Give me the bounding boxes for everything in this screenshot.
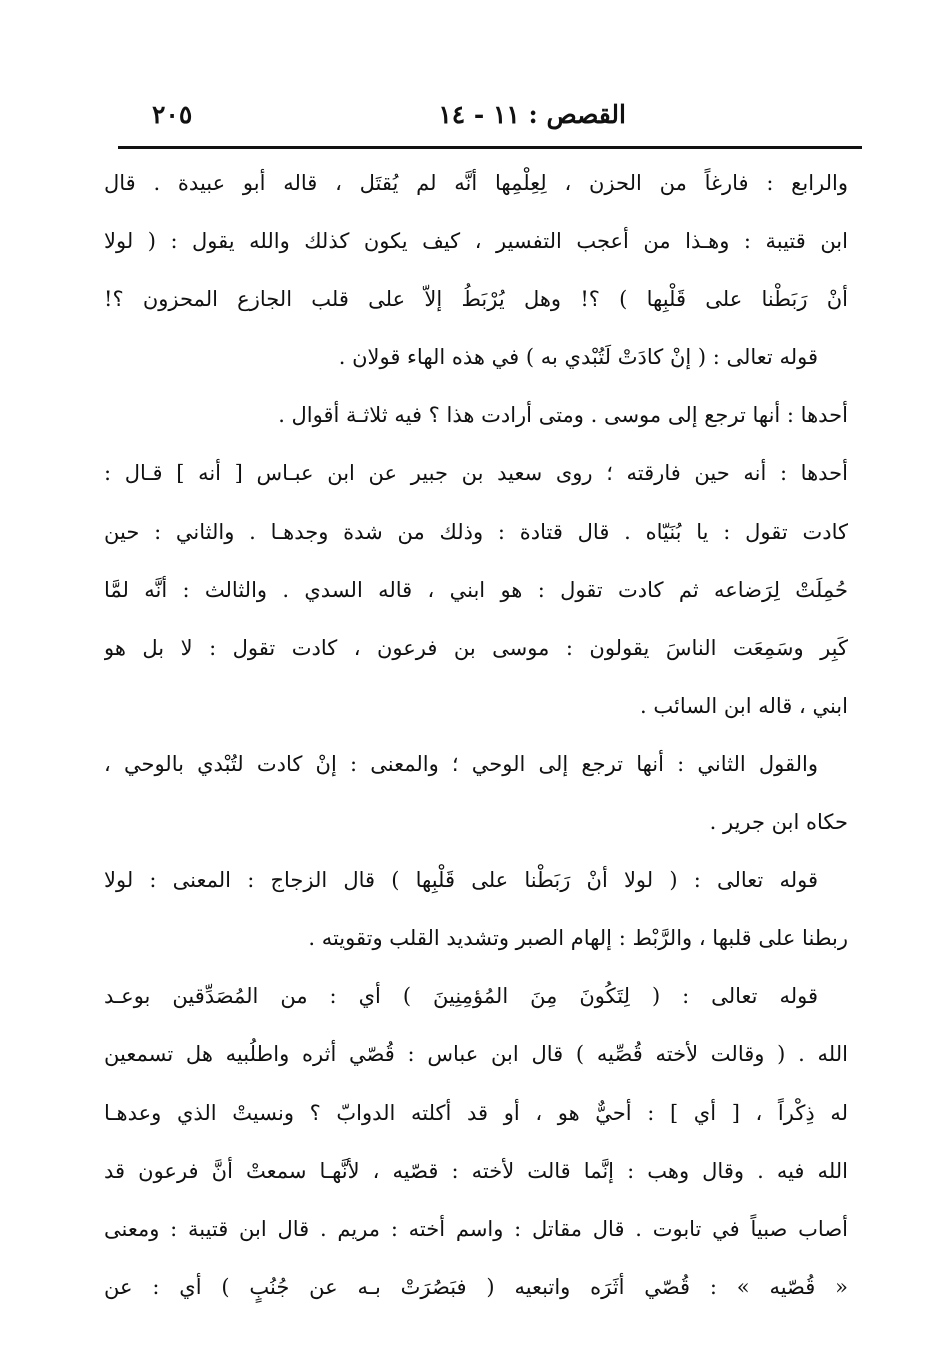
text-line: أصاب صبياً في تابوت . قال مقاتل : واسم أخته : مريم . قال ابن قتيبة : ومعنى	[104, 1216, 848, 1241]
text-line: « قُصّيه » : قُصّي أثَرَه واتبعيه ( فبَصُرَتْ بـه عن جُنُبٍ ) أي : عن	[104, 1274, 848, 1299]
text-line: والرابع : فارغاً من الحزن ، لِعِلْمِها أنَّه لم يُقتَل ، قاله أبو عبيدة . قال	[104, 171, 848, 195]
text-line: أنْ رَبَطْنا على قَلْبِها ) ؟! وهل يُرْبَطُ إلاّ على قلب الجازع المحزون ؟!	[104, 287, 848, 312]
text-line: الله . ( وقالت لأخته قُصِّيه ) قال ابن عباس : قُصّي أثره واطلُبيه هل تسمعين	[104, 1042, 848, 1067]
page-number: ٢٠٥	[152, 100, 193, 129]
running-title: القصص : ١١ - ١٤	[438, 100, 626, 129]
text-line: له ذِكْراً ، [ أي ] : أحيٌّ هو ، أو قد أكلته الدوابّ ؟ ونسيتْ الذي وعدهـا	[104, 1100, 848, 1125]
text-line: قوله تعالى : ( لولا أنْ رَبَطْنا على قَلْبِها ) قال الزجاج : المعنى : لولا	[104, 868, 818, 893]
text-line: الله فيه . وقال وهب : إنَّما قالت لأخته : قصّيه ، لأنَّهـا سمعتْ أنَّ فرعون قد	[104, 1158, 848, 1183]
body-text	[104, 154, 848, 1316]
text-line: كادت تقول : يا بُنَيّاه . قال قتادة : وذلك من شدة وجدهـا . والثاني : حين	[104, 519, 848, 544]
text-line: كَبِر وسَمِعَت الناسَ يقولون : موسى بن فرعون ، كادت تقول : لا بل هو	[104, 635, 848, 660]
running-header	[118, 96, 862, 142]
text-line: أحدها : أنه حين فارقته ؛ روى سعيد بن جبير عن ابن عبـاس [ أنه ] قـال :	[104, 461, 848, 486]
text-line: ابن قتيبة : وهـذا من أعجب التفسير ، كيف يكون كذلك والله يقول : ( لولا	[104, 229, 848, 254]
text-line: حكاه ابن جرير .	[709, 810, 848, 835]
text-line: ابني ، قاله ابن السائب .	[640, 693, 848, 718]
text-line: ربطنا على قلبها ، والرَّبْط : إلهام الصبر وتشديد القلب وتقويته .	[308, 926, 848, 951]
text-line: قوله تعالى : ( لِتَكُونَ مِنَ المُؤمِنِينَ ) أي : من المُصَدِّقين بوعـد	[104, 984, 818, 1009]
text-line: قوله تعالى : ( إنْ كادَتْ لَتُبْدي به ) في هذه الهاء قولان .	[338, 345, 818, 370]
header-rule	[118, 146, 862, 149]
text-line: والقول الثاني : أنها ترجع إلى الوحي ؛ والمعنى : إنْ كادت لتُبْدي بالوحي ،	[104, 751, 818, 776]
text-line: أحدها : أنها ترجع إلى موسى . ومتى أرادت هذا ؟ فيه ثلاثـة أقوال .	[278, 403, 848, 428]
text-line: حُمِلَتْ لِرَضاعه ثم كادت تقول : هو ابني ، قاله السدي . والثالث : أنَّه لمَّا	[104, 577, 848, 602]
